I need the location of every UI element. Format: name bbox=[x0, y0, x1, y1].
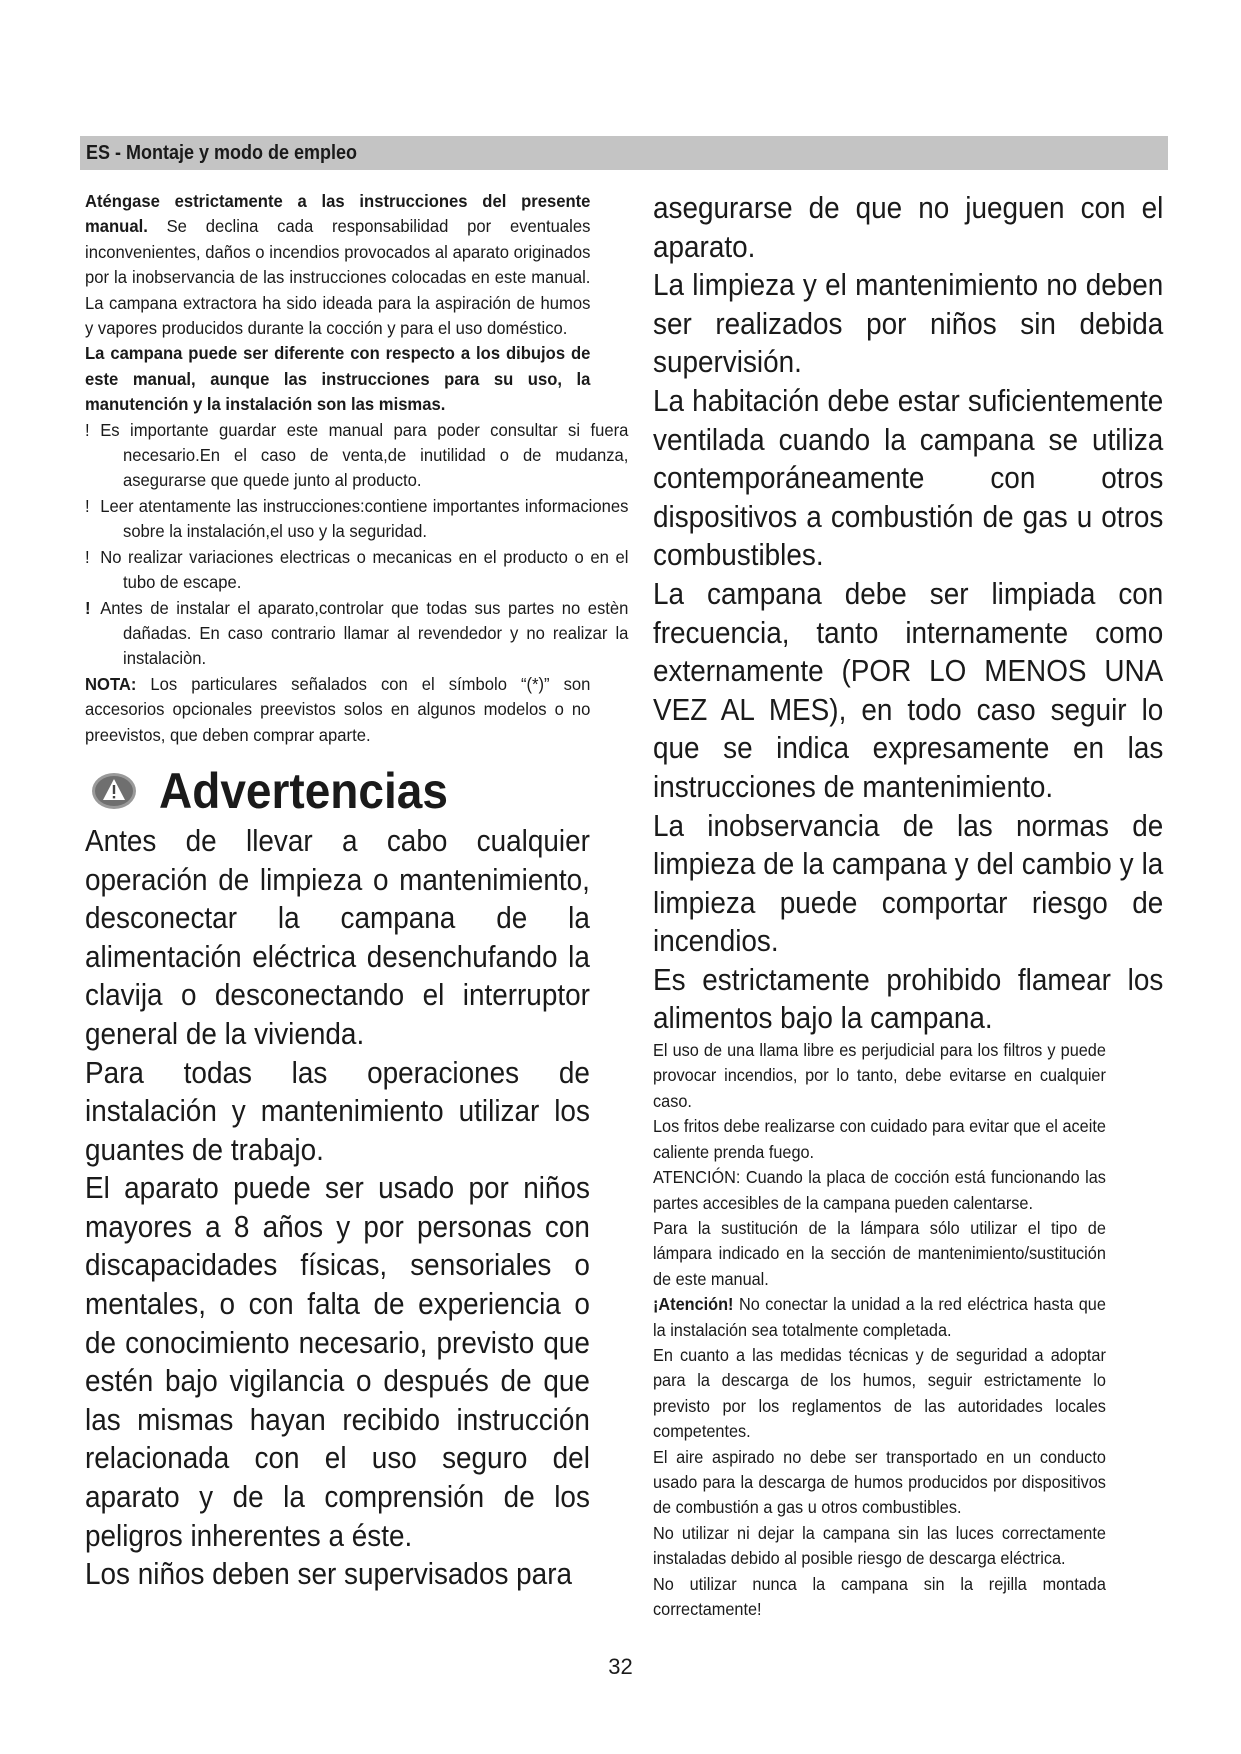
bullet-item: ! No realizar variaciones electricas o mecanicas en el producto o en el tubo de escape. bbox=[85, 546, 629, 593]
bullet-item: ! Antes de instalar el aparato,controlar que todas sus partes no estèn dañadas. En caso contrario llamar al revendedor y no realizar la instalaciòn. bbox=[85, 597, 629, 669]
advertencia-paragraph: La inobservancia de las normas de limpieza de la campana y del cambio y la limpieza puede comportar riesgo de incendios. bbox=[653, 807, 1164, 959]
advertencia-paragraph: Para todas las operaciones de instalación y mantenimiento utilizar los guantes de trabajo. bbox=[85, 1054, 590, 1167]
advertencias-heading bbox=[85, 762, 590, 820]
advertencia-paragraph: Es estrictamente prohibido flamear los alimentos bajo la campana. bbox=[653, 961, 1164, 1036]
right-column bbox=[653, 189, 1163, 1622]
intro-paragraph bbox=[85, 189, 590, 341]
intro-bold-note: La campana puede ser diferente con respecto a los dibujos de este manual, aunque las instrucciones para su uso, la manutención y la instalación son las mismas. bbox=[85, 343, 591, 415]
note-paragraph: No utilizar nunca la campana sin la rejilla montada correctamente! bbox=[653, 1573, 1106, 1619]
nota-paragraph: NOTA: Los particulares señalados con el símbolo “(*)” son accesorios opcionales preevistos solos en algunos modelos o no preevistos, que deben comprar aparte. bbox=[85, 673, 591, 745]
note-paragraph: El aire aspirado no debe ser transportado en un conducto usado para la descarga de humos producidos por dispositivos de combustión a gas u otros combustibles. bbox=[653, 1446, 1106, 1518]
bullet-item: ! Leer atentamente las instrucciones:contiene importantes informaciones sobre la instalación,el uso y la seguridad. bbox=[85, 495, 629, 542]
advertencia-paragraph: La habitación debe estar suficientemente ventilada cuando la campana se utiliza contemporáneamente con otros dispositivos a combustión de gas u otros combustibles. bbox=[653, 382, 1164, 573]
note-paragraph: Los fritos debe realizarse con cuidado para evitar que el aceite caliente prenda fuego. bbox=[653, 1116, 1106, 1162]
advertencia-paragraph: Antes de llevar a cabo cualquier operación de limpieza o mantenimiento, desconectar la campana de la alimentación eléctrica desenchufando la clavija o desconectando el interruptor general de la vivienda. bbox=[85, 822, 590, 1051]
advertencia-paragraph: La limpieza y el mantenimiento no deben ser realizados por niños sin debida supervisión. bbox=[653, 267, 1164, 380]
advertencia-paragraph: La campana debe ser limpiada con frecuencia, tanto internamente como externamente (POR LO MENOS UNA VEZ AL MES), en todo caso seguir lo que se indica expresamente en las instrucciones de mantenimiento. bbox=[653, 575, 1164, 804]
note-paragraph: No utilizar ni dejar la campana sin las luces correctamente instaladas debido al posible riesgo de descarga eléctrica. bbox=[653, 1522, 1106, 1569]
section-title: ES - Montaje y modo de empleo bbox=[86, 142, 358, 164]
advertencia-paragraph: Los niños deben ser supervisados para bbox=[85, 1556, 573, 1592]
note-paragraph: ATENCIÓN: Cuando la placa de cocción está funcionando las partes accesibles de la campana pueden calentarse. bbox=[653, 1167, 1106, 1213]
note-paragraph: Para la sustitución de la lámpara sólo utilizar el tipo de lámpara indicado en la sección de mantenimiento/sustitución de este manual. bbox=[653, 1217, 1106, 1289]
page-number: 32 bbox=[608, 1654, 633, 1679]
bullet-item: ! Es importante guardar este manual para poder consultar si fuera necesario.En el caso de venta,de inutilidad o de mudanza, asegurarse que quede junto al producto. bbox=[85, 419, 629, 491]
intro-text: Se declina cada responsabilidad por eventuales inconvenientes, daños o incendios provocados al aparato originados por la inobservancia de las instrucciones colocadas en este manual. La campana extractora ha sido ideada para la aspiración de humos y vapores producidos durante la cocción y para el uso doméstico. bbox=[85, 216, 591, 339]
advertencias-title: Advertencias bbox=[159, 762, 448, 819]
note-paragraph: En cuanto a las medidas técnicas y de seguridad a adoptar para la descarga de los humos, seguir estrictamente lo previsto por los reglamentos de las autoridades locales competentes. bbox=[653, 1344, 1106, 1442]
section-header-bar bbox=[80, 136, 1168, 170]
note-paragraph: El uso de una llama libre es perjudicial para los filtros y puede provocar incendios, por lo tanto, debe evitarse en cualquier caso. bbox=[653, 1040, 1106, 1111]
advertencia-paragraph: asegurarse de que no jueguen con el aparato. bbox=[653, 190, 1164, 264]
advertencia-paragraph: El aparato puede ser usado por niños mayores a 8 años y por personas con discapacidades físicas, sensoriales o mentales, o con falta de experiencia o de conocimiento necesario, previsto que estén bajo vigilancia o después de que las mismas hayan recibido instrucción relacionada con el uso seguro del aparato y de la comprensión de los peligros inherentes a éste. bbox=[85, 1170, 590, 1553]
left-column bbox=[85, 189, 629, 1594]
warning-icon bbox=[91, 771, 137, 811]
atencion-paragraph: ¡Atención! No conectar la unidad a la red eléctrica hasta que la instalación sea totalmente completada. bbox=[653, 1294, 1106, 1340]
intro-bold-lead: Aténgase estrictamente a las instrucciones del presente manual. bbox=[85, 191, 591, 237]
